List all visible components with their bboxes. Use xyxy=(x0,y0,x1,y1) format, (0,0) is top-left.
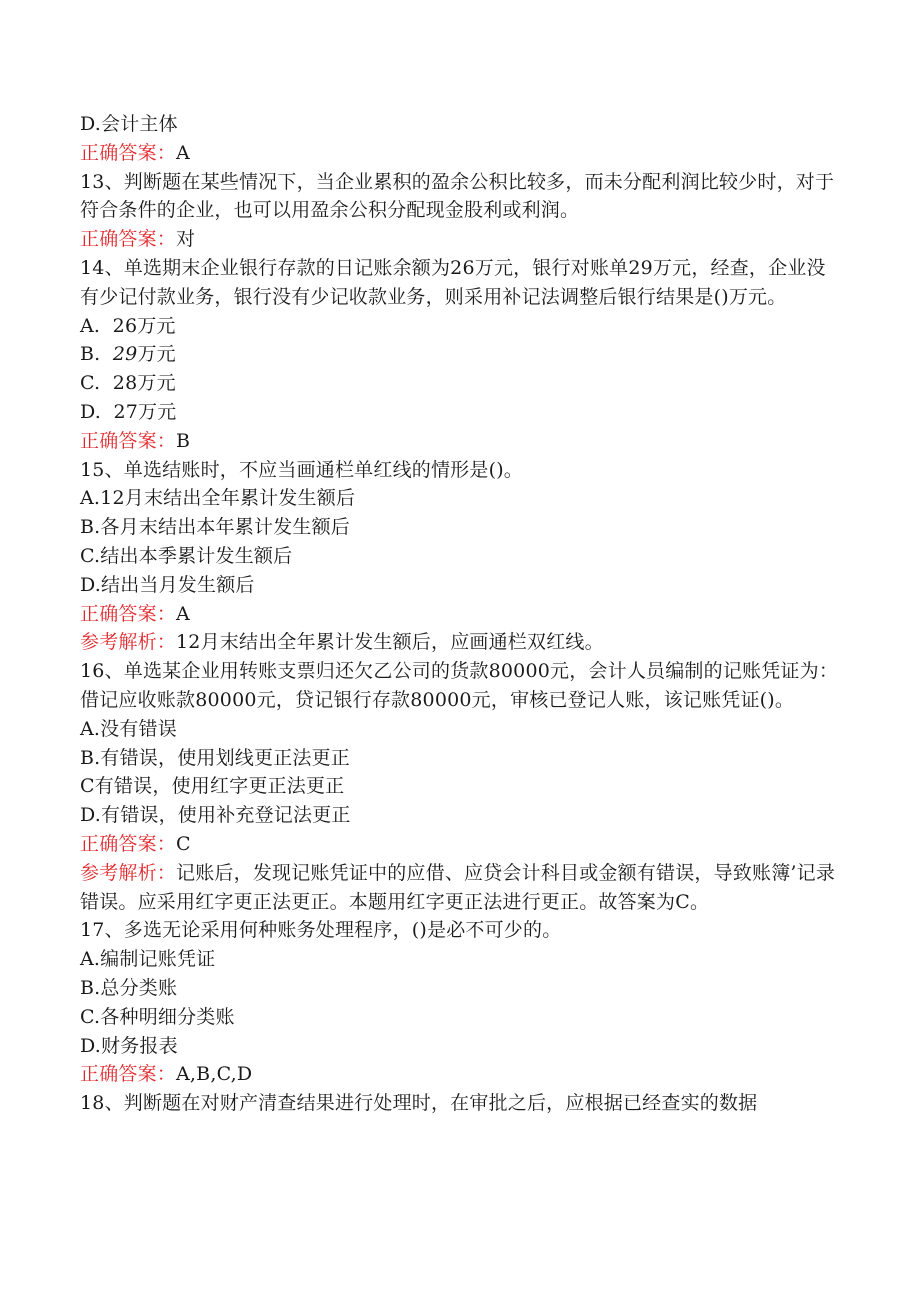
q14-option-d-prefix: D. xyxy=(80,400,101,423)
answer-label: 正确答案： xyxy=(80,429,177,452)
q15-answer-line xyxy=(80,600,840,629)
q14-option-c xyxy=(80,369,840,398)
q15-option-b: B.各月末结出本年累计发生额后 xyxy=(80,516,351,539)
q16-option-d: D.有错误，使用补充登记法更正 xyxy=(80,804,351,827)
q16-option-c: C有错误，使用红字更正法更正 xyxy=(80,775,345,798)
answer-label: 正确答案： xyxy=(80,832,177,855)
q15-option-d: D.结出当月发生额后 xyxy=(80,573,255,596)
analysis-label: 参考解析： xyxy=(80,631,177,654)
answer-label: 正确答案： xyxy=(80,602,177,625)
q14-option-a-prefix: A. xyxy=(80,314,101,337)
q14-answer-line xyxy=(80,427,840,456)
q16-analysis: 记账后，发现记账凭证中的应借、应贷会计科目或金额有错误，导致账簿’记录错误。应采用红字更正法更正。本题用红字更正法进行更正。故答案为C。 xyxy=(80,861,836,913)
document-page xyxy=(80,110,840,1118)
q17-stem: 17、多选无论采用何种账务处理程序，()是必不可少的。 xyxy=(80,919,562,942)
q14-option-a xyxy=(80,312,840,341)
q17-option-a: A.编制记账凭证 xyxy=(80,948,216,971)
analysis-label: 参考解析： xyxy=(80,861,177,884)
q15-stem: 15、单选结账时，不应当画通栏单红线的情形是()。 xyxy=(80,458,524,481)
answer-label: 正确答案： xyxy=(80,141,177,164)
q17-option-b: B.总分类账 xyxy=(80,976,178,999)
q12-answer: A xyxy=(176,141,190,164)
q14-answer: B xyxy=(176,429,191,452)
q13-answer: 对 xyxy=(176,228,196,251)
answer-label: 正确答案： xyxy=(80,1063,177,1086)
q18-stem: 18、判断题在对财产清查结果进行处理时，在审批之后，应根据已经查实的数据 xyxy=(80,1092,758,1115)
q17-option-d: D.财务报表 xyxy=(80,1034,178,1057)
q16-option-b: B.有错误，使用划线更正法更正 xyxy=(80,746,351,769)
q14-option-d-text: 27万元 xyxy=(113,400,177,423)
q14-option-b-num: 29 xyxy=(112,343,138,366)
q17-answer: A,B,C,D xyxy=(176,1063,253,1086)
answer-label: 正确答案： xyxy=(80,228,177,251)
q16-analysis-block xyxy=(80,859,840,917)
q14-option-b xyxy=(80,340,840,369)
q14-option-c-text: 28万元 xyxy=(112,372,176,395)
q17-answer-line xyxy=(80,1060,840,1089)
q15-analysis: 12月末结出全年累计发生额后，应画通栏双红线。 xyxy=(176,631,604,654)
q12-option-d: D.会计主体 xyxy=(80,113,178,135)
q14-option-a-text: 26万元 xyxy=(112,314,176,337)
q16-answer-line xyxy=(80,830,840,859)
q15-answer: A xyxy=(176,602,190,625)
q15-analysis-line xyxy=(80,628,840,657)
q16-stem: 16、单选某企业用转账支票归还欠乙公司的货款80000元，会计人员编制的记账凭证为：借记应收账款80000元，贷记银行存款80000元，审核已登记人账，该记账凭证()。 xyxy=(80,660,839,711)
q14-option-c-prefix: C. xyxy=(80,372,101,395)
q17-option-c: C.各种明细分类账 xyxy=(80,1005,235,1028)
q12-answer-line xyxy=(80,139,840,168)
q14-option-b-unit: 万元 xyxy=(137,343,176,366)
q14-stem: 14、单选期末企业银行存款的日记账余额为26万元，银行对账单29万元，经查，企业没有少记付款业务，银行没有少记收款业务，则采用补记法调整后银行结果是()万元。 xyxy=(80,256,826,308)
q13-answer-line xyxy=(80,225,840,254)
q14-option-d xyxy=(80,398,840,427)
q15-option-c: C.结出本季累计发生额后 xyxy=(80,544,293,567)
q16-option-a: A.没有错误 xyxy=(80,717,177,740)
q16-answer: C xyxy=(176,832,191,855)
q13-stem: 13、判断题在某些情况下，当企业累积的盈余公积比较多，而未分配利润比较少时，对于符合条件的企业，也可以用盈余公积分配现金股利或利润。 xyxy=(80,170,835,222)
q14-option-b-prefix: B. xyxy=(80,343,101,366)
q15-option-a: A.12月末结出全年累计发生额后 xyxy=(80,487,356,510)
